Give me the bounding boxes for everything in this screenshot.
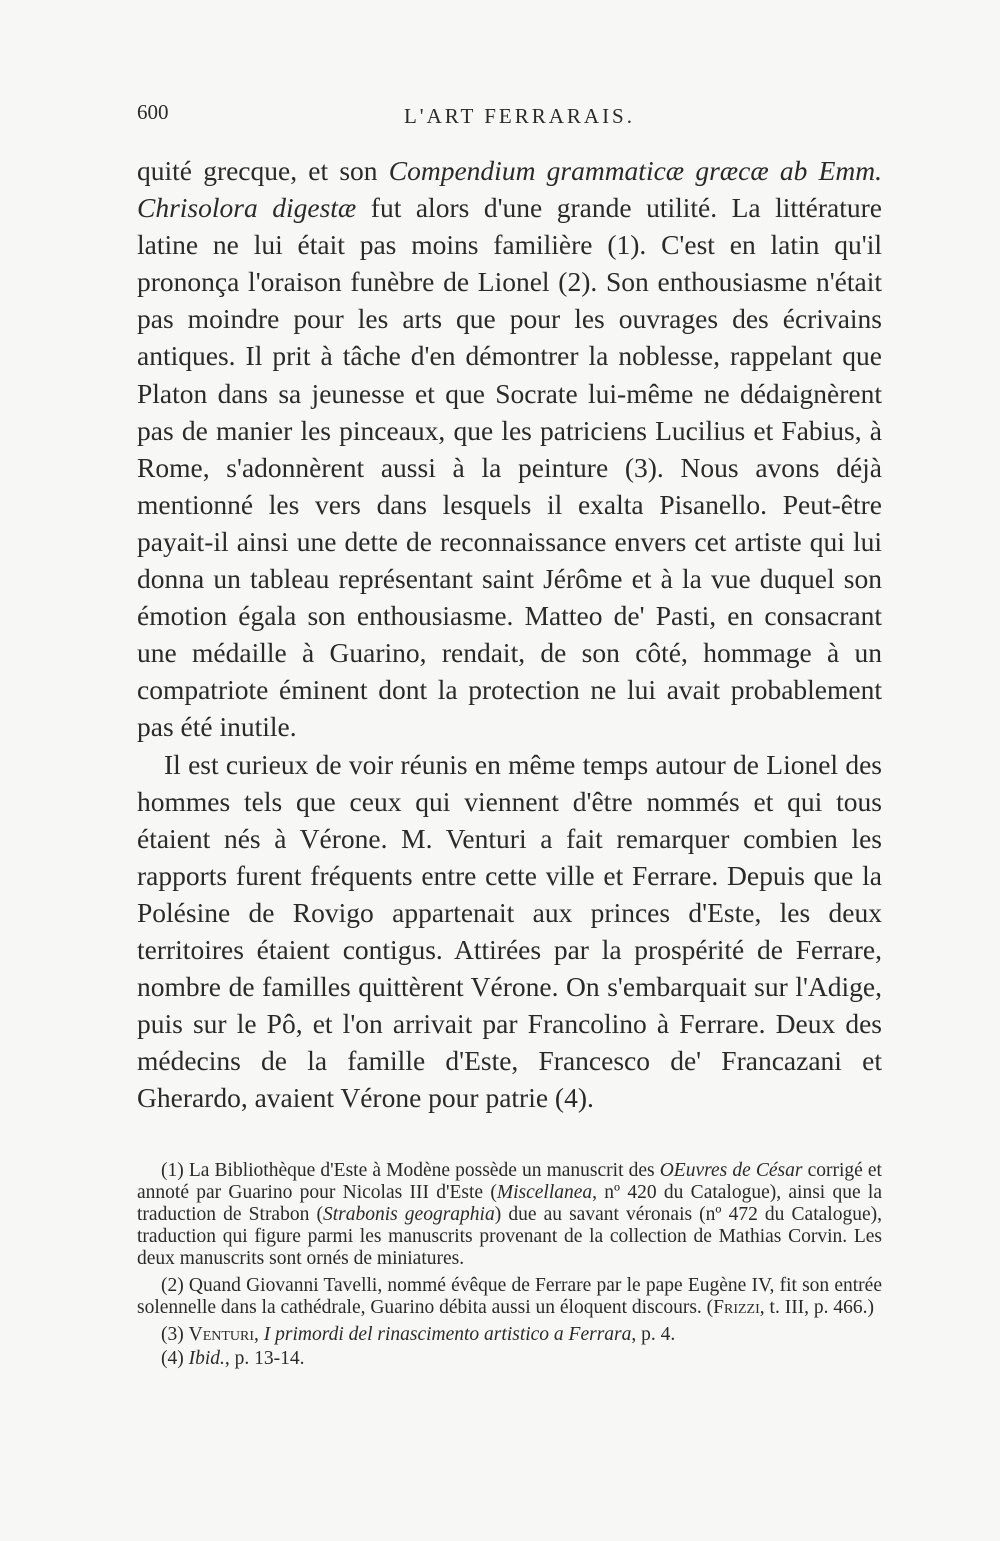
- paragraph-1: [137, 152, 882, 746]
- footnote-1-italic-b: OEuvres de César: [659, 1160, 803, 1181]
- footnote-4-italic-b: Ibid.: [188, 1348, 225, 1369]
- footnote-2-text-c: , t. III, p. 466.): [759, 1297, 875, 1318]
- footnote-1-text-c: corrigé et annoté par Guarino pour Nicolas III d'Este (: [137, 1160, 882, 1203]
- footnote-1-italic-d: Miscellanea: [496, 1182, 593, 1203]
- paragraph-2: Il est curieux de voir réunis en même temps autour de Lionel des hommes tels que ceux qui viennent d'être nommés et qui tous étaient nés à Vérone. M. Venturi a fait remarquer combien les rapports furent fréquents entre cette ville et Ferrare. Depuis que la Polésine de Rovigo appartenait aux princes d'Este, les deux territoires étaient contigus. Attirées par la prospérité de Ferrare, nombre de familles quittèrent Vérone. On s'embarquait sur l'Adige, puis sur le Pô, et l'on arrivait par Francolino à Ferrare. Deux des médecins de la famille d'Este, Francesco de' Francazani et Gherardo, avaient Vérone pour patrie (4).: [137, 748, 882, 1114]
- footnote-3-italic-d: I primordi del rinascimento artistico a Ferrara: [263, 1324, 632, 1345]
- footnote-3: [137, 1324, 882, 1346]
- footnotes: [137, 1160, 882, 1372]
- footnote-2-smallcaps-b: Frizzi: [713, 1297, 760, 1318]
- page-number: 600: [137, 100, 169, 124]
- footnote-4: [137, 1348, 882, 1370]
- paragraph-1-text-c: fut alors d'une grande utilité. La littérature latine ne lui était pas moins familière (1). C'est en latin qu'il prononça l'oraison funèbre de Lionel (2). Son enthousiasme n'était pas moindre pour les arts que pour les ouvrages des écrivains antiques. Il prit à tâche d'en démontrer la noblesse, rappelant que Platon dans sa jeunesse et que Socrate lui-même ne dédaignèrent pas de manier les pinceaux, que les patriciens Lucilius et Fabius, à Rome, s'adonnèrent aussi à la peinture (3). Nous avons déjà mentionné les vers dans lesquels il exalta Pisanello. Peut-être payait-il ainsi une dette de reconnaissance envers cet artiste qui lui donna un tableau représentant saint Jérôme et à la vue duquel son émotion égala son enthousiasme. Matteo de' Pasti, en consacrant une médaille à Guarino, rendait, de son côté, hommage à un compatriote éminent dont la protection ne lui avait probablement pas été inutile.: [137, 192, 883, 743]
- footnote-1-text-g: ) due au savant véronais (nº 472 du Catalogue), traduction qui figure parmi les manuscrits provenant de la collection de Mathias Corvin. Les deux manuscrits sont ornés de miniatures.: [137, 1204, 882, 1269]
- running-title: L'ART FERRARAIS.: [403, 104, 635, 128]
- footnote-4-text-c: , p. 13-14.: [224, 1348, 305, 1369]
- paragraph-1-title-italic: Compendium grammaticæ græcæ ab Emm. Chrisolora digestæ: [137, 155, 882, 224]
- footnote-3-text-c: ,: [254, 1324, 264, 1345]
- footnote-1: [137, 1160, 882, 1270]
- footnote-2-text-a: (2) Quand Giovanni Tavelli, nommé évêque de Ferrare par le pape Eugène IV, fit son entrée solennelle dans la cathédrale, Guarino débita aussi un éloquent discours. (: [137, 1275, 882, 1318]
- footnote-1-text-a: (1) La Bibliothèque d'Este à Modène possède un manuscrit des: [161, 1160, 660, 1181]
- body-text: [137, 152, 882, 1116]
- footnote-2: [137, 1275, 882, 1319]
- paragraph-1-text-a: quité grecque, et son: [137, 155, 389, 186]
- running-head: [137, 100, 882, 136]
- footnote-1-italic-f: Strabonis geographia: [322, 1204, 495, 1225]
- footnote-3-text-e: , p. 4.: [631, 1324, 676, 1345]
- footnote-3-smallcaps-b: Venturi: [188, 1324, 255, 1345]
- footnote-1-text-e: , nº 420 du Catalogue), ainsi que la traduction de Strabon (: [137, 1182, 882, 1225]
- footnote-4-text-a: (4): [161, 1348, 189, 1369]
- footnote-3-text-a: (3): [161, 1324, 189, 1345]
